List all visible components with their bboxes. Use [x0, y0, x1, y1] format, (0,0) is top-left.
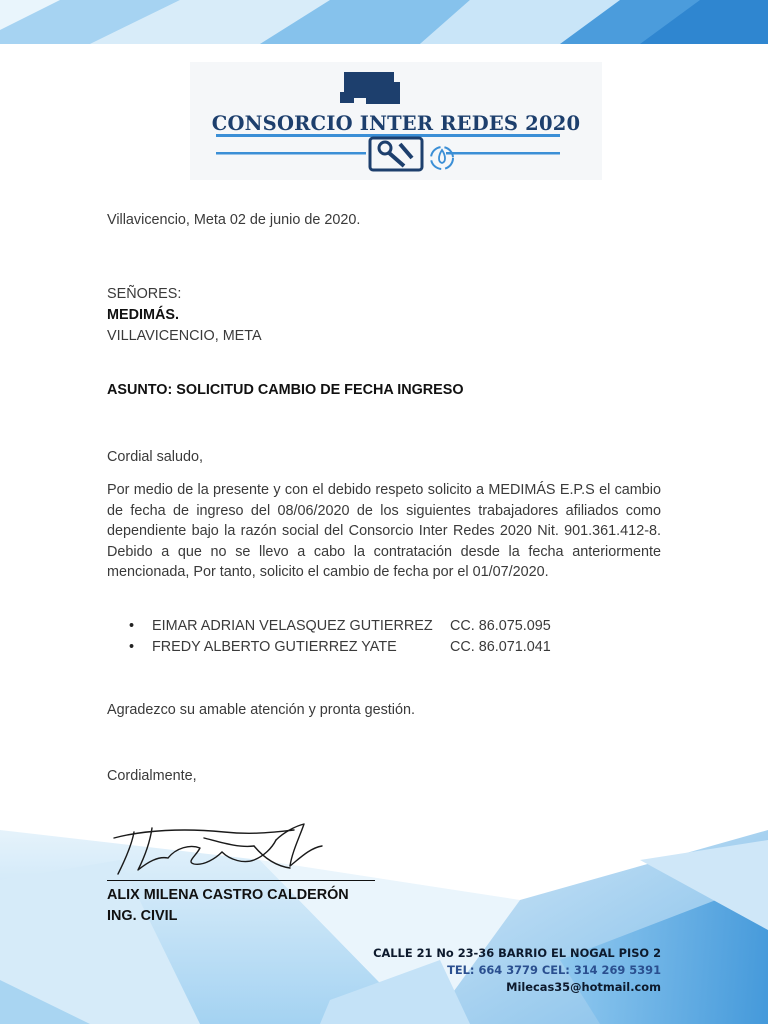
recipient-city: VILLAVICENCIO, META — [107, 328, 262, 344]
subject-line: ASUNTO: SOLICITUD CAMBIO DE FECHA INGRESO — [107, 382, 464, 398]
worker-id: CC. 86.071.041 — [450, 639, 551, 655]
recipient-name: MEDIMÁS. — [107, 307, 179, 323]
body-paragraph: Por medio de la presente y con el debido respeto solicito a MEDIMÁS E.P.S el cambio de fecha de ingreso del 08/06/2020 de los siguientes trabajadores afiliados como dependiente bajo la razón social del Consorcio Inter Redes 2020 Nit. 901.361.412-8. Debido a que no se llevo a cabo la contratación desde la fecha anteriormente mencionada, Por tanto, solicito el cambio de fecha por el 01/07/2020. — [107, 482, 661, 581]
signature-line — [107, 880, 375, 881]
date-line: Villavicencio, Meta 02 de junio de 2020. — [107, 212, 361, 228]
bullet-icon: • — [129, 639, 135, 655]
worker-id: CC. 86.075.095 — [450, 618, 551, 634]
worker-name: EIMAR ADRIAN VELASQUEZ GUTIERREZ — [152, 618, 433, 634]
cel-value: 314 269 5391 — [573, 963, 661, 977]
footer-email: Milecas35@hotmail.com — [506, 980, 661, 994]
thanks-line: Agradezco su amable atención y pronta gestión. — [107, 702, 415, 718]
signature-image — [104, 818, 344, 880]
worker-name: FREDY ALBERTO GUTIERREZ YATE — [152, 639, 397, 655]
signer-name: ALIX MILENA CASTRO CALDERÓN — [107, 887, 349, 903]
recipient-salutation: SEÑORES: — [107, 286, 182, 302]
tel-value: 664 3779 — [478, 963, 538, 977]
closing-line: Cordialmente, — [107, 768, 197, 784]
cel-label: CEL: — [541, 963, 570, 977]
footer-phones — [447, 962, 661, 979]
bullet-icon: • — [129, 618, 135, 634]
logo-title: CONSORCIO INTER REDES 2020 — [211, 112, 581, 135]
tel-label: TEL: — [447, 963, 475, 977]
greeting: Cordial saludo, — [107, 449, 203, 465]
company-logo — [190, 62, 602, 180]
footer-address: CALLE 21 No 23-36 BARRIO EL NOGAL PISO 2 — [373, 946, 661, 960]
signer-title: ING. CIVIL — [107, 908, 178, 924]
